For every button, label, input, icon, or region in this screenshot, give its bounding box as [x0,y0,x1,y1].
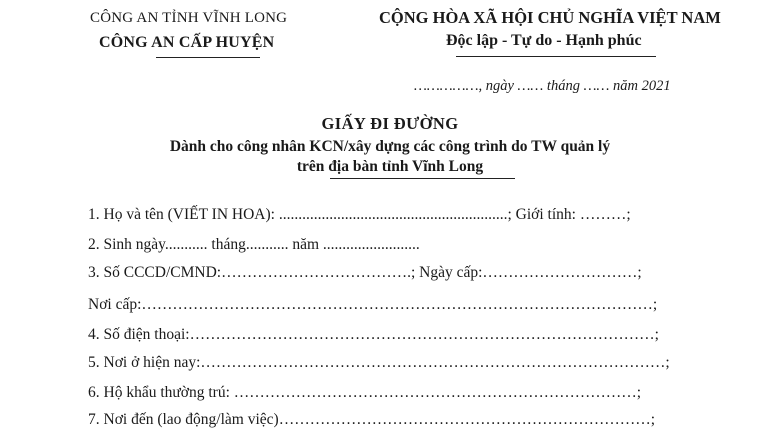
field-full-name: 1. Họ và tên (VIẾT IN HOA): ...........................................................; Giới tính: ………; [88,206,631,223]
field-phone: 4. Số điện thoại:………………………………………………………………………………; [88,326,659,343]
field-permanent-residence: 6. Hộ khẩu thường trú: ……………………………………………………………………; [88,384,642,401]
issuing-agency-parent: CÔNG AN TỈNH VĨNH LONG [90,10,288,26]
document-subtitle-line1: Dành cho công nhân KCN/xây dựng các công trình do TW quản lý [169,138,611,155]
subtitle-underline [330,178,515,179]
document-subtitle-line2: trên địa bàn tỉnh Vĩnh Long [296,158,484,175]
field-date-of-birth: 2. Sinh ngày........... tháng........... năm ......................... [88,236,420,253]
national-title: CỘNG HÒA XÃ HỘI CHỦ NGHĨA VIỆT NAM [379,8,721,27]
field-place-of-issue: Nơi cấp:………………………………………………………………………………………; [88,296,658,313]
document-title: GIẤY ĐI ĐƯỜNG [321,114,459,133]
motto-underline [456,56,656,57]
national-motto: Độc lập - Tự do - Hạnh phúc [446,32,642,49]
agency-underline [156,57,260,58]
issuing-agency: CÔNG AN CẤP HUYỆN [99,34,275,51]
date-line: ……………, ngày …… tháng …… năm 2021 [414,78,671,94]
field-current-address: 5. Nơi ở hiện nay:………………………………………………………………………………; [88,354,670,371]
field-destination: 7. Nơi đến (lao động/làm việc)………………………………………………………………; [88,411,656,428]
field-id-number: 3. Số CCCD/CMND:……………………………….; Ngày cấp:…………………………; [88,264,642,281]
